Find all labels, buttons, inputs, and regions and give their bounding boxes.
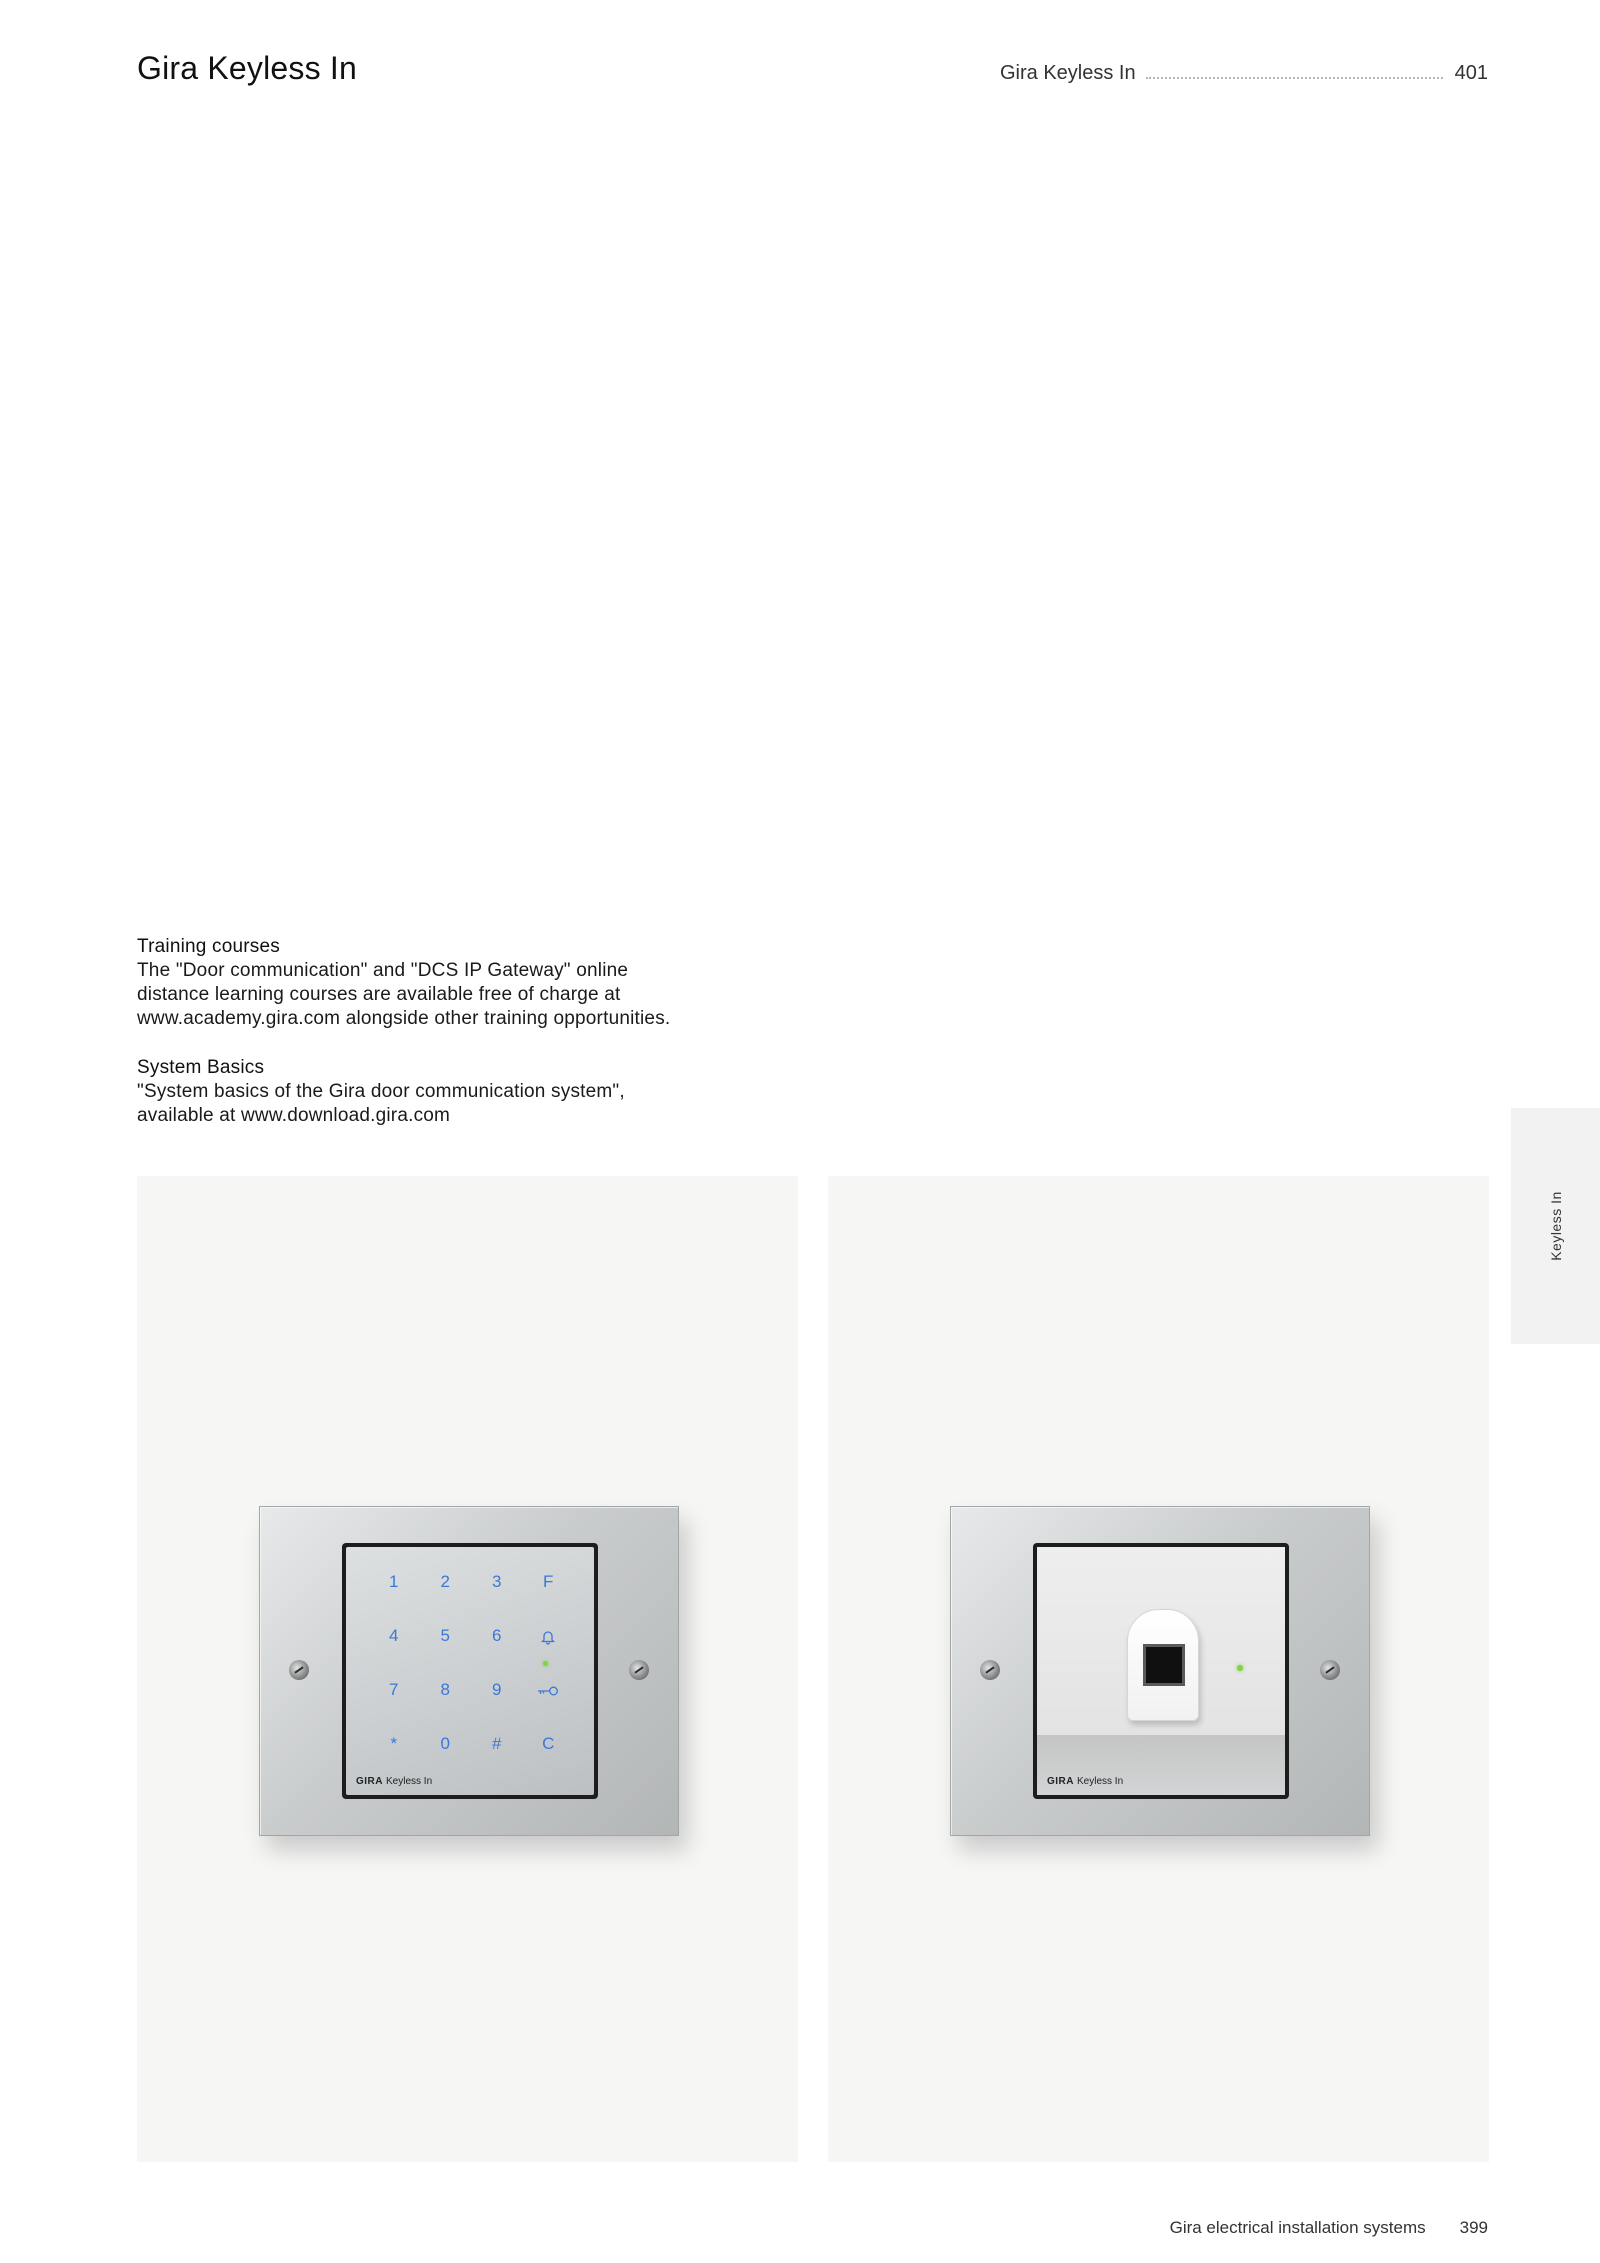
fingerprint-insert <box>1033 1543 1289 1799</box>
fingerprint-cover-frame <box>950 1506 1370 1836</box>
toc-entry-page: 401 <box>1454 62 1488 84</box>
screw-icon <box>629 1660 649 1680</box>
keypad-key-f: F <box>543 1572 554 1591</box>
page-title: Gira Keyless In <box>137 50 357 86</box>
fingerprint-sensor-window <box>1143 1644 1185 1686</box>
keypad-key-0: 0 <box>440 1734 450 1753</box>
keypad-key-6: 6 <box>492 1626 502 1645</box>
keypad-key-4: 4 <box>389 1626 399 1645</box>
keypad-key-hash: # <box>492 1734 502 1753</box>
page-footer <box>1060 2218 1488 2238</box>
keypad-key-5: 5 <box>440 1626 450 1645</box>
status-led <box>543 1661 548 1666</box>
fingerprint-product-name: Keyless In <box>1077 1776 1124 1787</box>
fingerprint-brand-label <box>1047 1776 1123 1787</box>
keypad-key-3: 3 <box>492 1572 502 1591</box>
keypad-product-photo <box>137 1176 798 2162</box>
system-basics-heading: System Basics <box>137 1057 265 1078</box>
footer-label: Gira electrical installation systems <box>1169 2218 1426 2237</box>
key-icon <box>523 1679 575 1701</box>
screw-icon <box>980 1660 1000 1680</box>
toc-entry[interactable] <box>1000 62 1488 85</box>
keypad-key-7: 7 <box>389 1680 399 1699</box>
section-side-tab-label: Keyless In <box>1548 1191 1564 1261</box>
bell-icon <box>523 1625 575 1647</box>
keypad-key-1: 1 <box>389 1572 399 1591</box>
fingerprint-product-photo <box>828 1176 1489 2162</box>
keypad-brand-label <box>356 1776 432 1787</box>
keypad-cover-frame <box>259 1506 679 1836</box>
toc-leader-dots <box>1146 65 1443 79</box>
keypad-product-name: Keyless In <box>386 1776 433 1787</box>
keypad-key-2: 2 <box>440 1572 450 1591</box>
keypad-insert <box>342 1543 598 1799</box>
training-courses-body: The "Door communication" and "DCS IP Gateway" online distance learning courses are available free of charge at www.academy.gira.com alongside other training opportunities. <box>137 960 671 1029</box>
training-courses-heading: Training courses <box>137 936 280 957</box>
keypad-key-9: 9 <box>492 1680 502 1699</box>
training-courses-section <box>137 935 670 1031</box>
keypad-key-8: 8 <box>440 1680 450 1699</box>
system-basics-body: "System basics of the Gira door communication system", available at www.download.gira.com <box>137 1081 625 1126</box>
keypad-key-c: C <box>542 1734 555 1753</box>
gira-logo: GIRA <box>1047 1776 1074 1787</box>
toc-entry-label: Gira Keyless In <box>1000 62 1136 84</box>
screw-icon <box>289 1660 309 1680</box>
gira-logo: GIRA <box>356 1776 383 1787</box>
screw-icon <box>1320 1660 1340 1680</box>
system-basics-section <box>137 1056 625 1128</box>
status-led <box>1237 1665 1243 1671</box>
fingerprint-sensor-icon <box>1127 1609 1199 1721</box>
page-number: 399 <box>1459 2218 1488 2237</box>
section-side-tab[interactable] <box>1511 1108 1600 1344</box>
keypad-key-star: * <box>390 1734 398 1753</box>
